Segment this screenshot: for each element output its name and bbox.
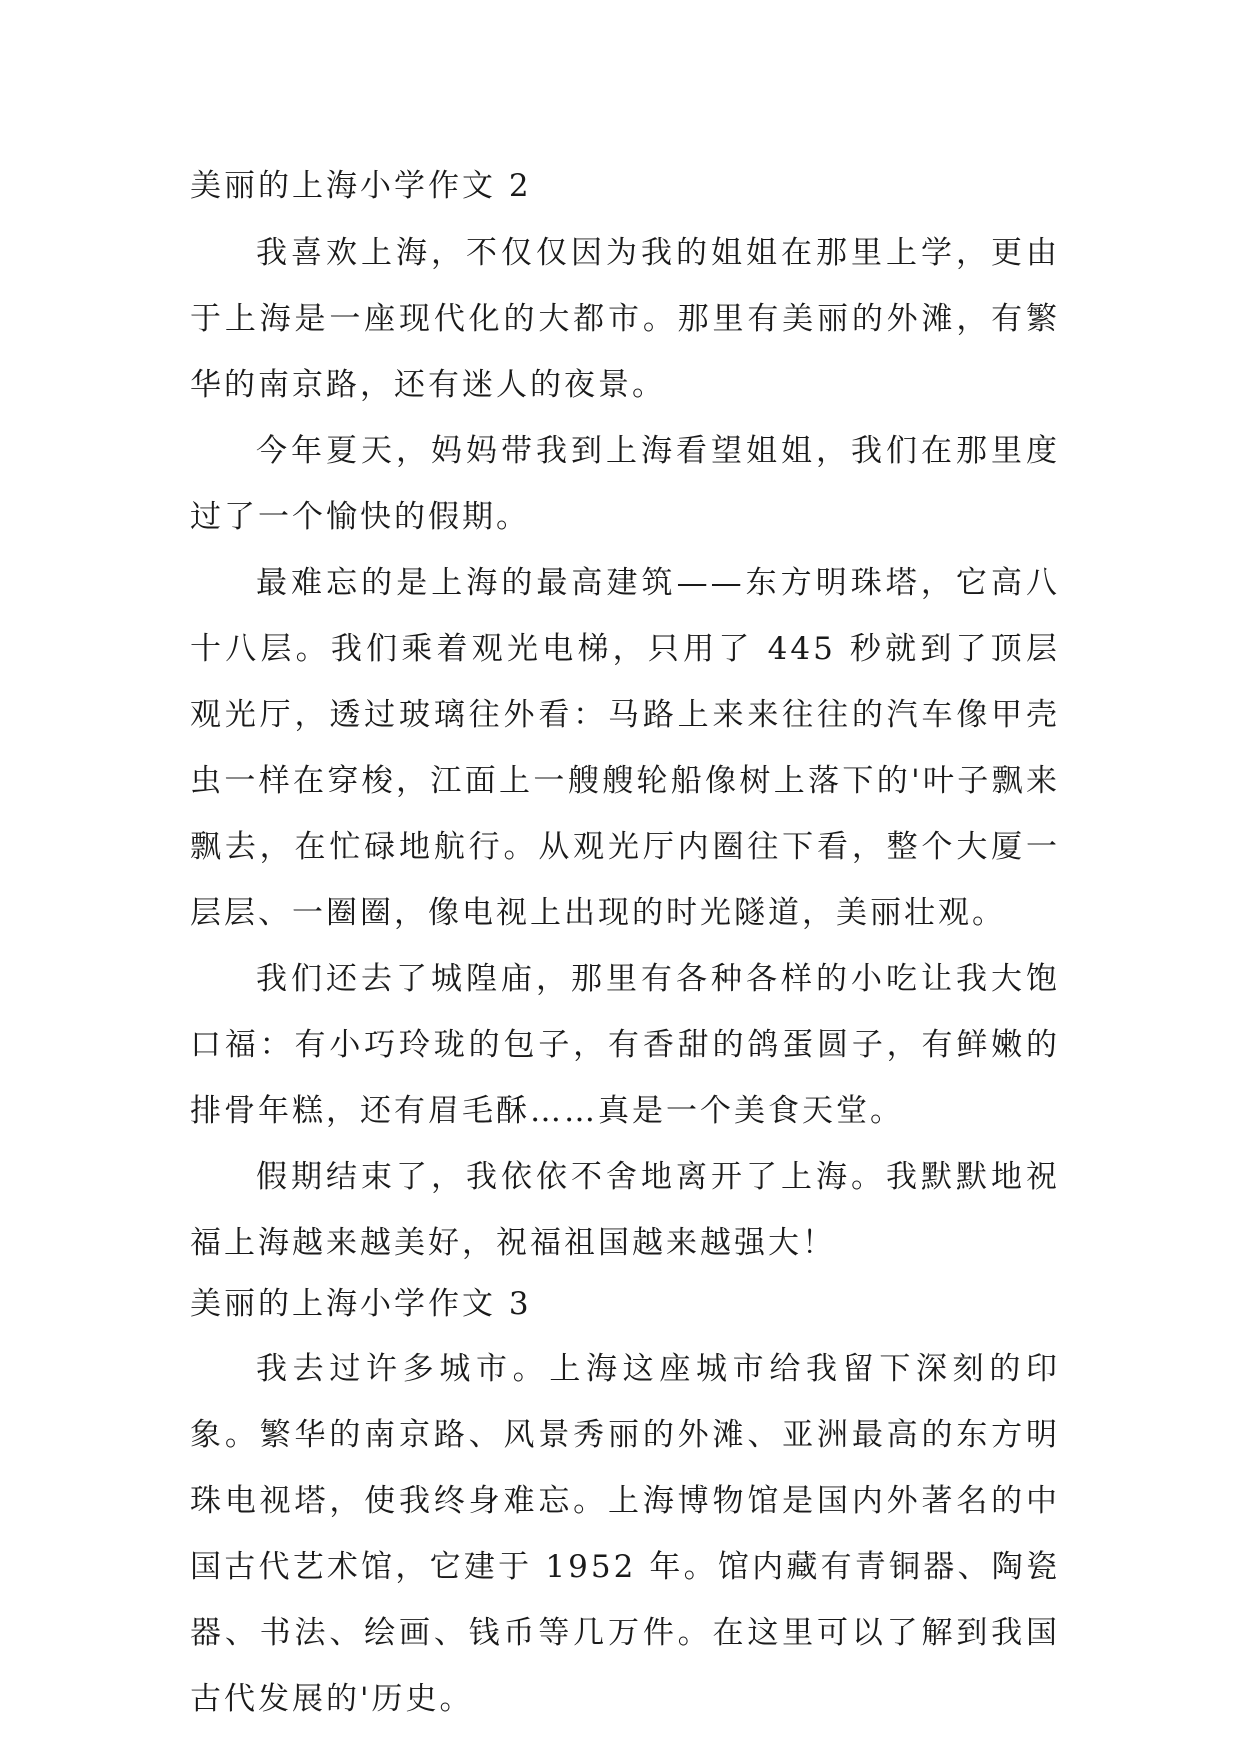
essay-section bbox=[190, 158, 1060, 1276]
essay-heading: 美丽的上海小学作文 2 bbox=[190, 168, 532, 204]
paragraph: 今年夏天，妈妈带我到上海看望姐姐，我们在那里度过了一个愉快的假期。 bbox=[190, 433, 1060, 535]
paragraph: 假期结束了，我依依不舍地离开了上海。我默默地祝福上海越来越美好，祝福祖国越来越强大！ bbox=[190, 1159, 1060, 1261]
paragraph: 我喜欢上海，不仅仅因为我的姐姐在那里上学，更由于上海是一座现代化的大都市。那里有美丽的外滩，有繁华的南京路，还有迷人的夜景。 bbox=[190, 235, 1060, 403]
essay-body bbox=[190, 1336, 1060, 1732]
essay-body bbox=[190, 220, 1060, 1276]
essay-section bbox=[190, 1276, 1060, 1732]
document-content bbox=[190, 158, 1060, 1732]
paragraph: 我去过许多城市。上海这座城市给我留下深刻的印象。繁华的南京路、风景秀丽的外滩、亚洲最高的东方明珠电视塔，使我终身难忘。上海博物馆是国内外著名的中国古代艺术馆，它建于 1952 年。馆内藏有青铜器、陶瓷器、书法、绘画、钱币等几万件。在这里可以了解到我国古代发展的'历史。 bbox=[190, 1351, 1060, 1717]
essay-heading: 美丽的上海小学作文 3 bbox=[190, 1286, 532, 1322]
paragraph: 最难忘的是上海的最高建筑——东方明珠塔，它高八十八层。我们乘着观光电梯，只用了 445 秒就到了顶层观光厅，透过玻璃往外看：马路上来来往往的汽车像甲壳虫一样在穿梭，江面上一艘艘轮船像树上落下的'叶子飘来飘去，在忙碌地航行。从观光厅内圈往下看，整个大厦一层层、一圈圈，像电视上出现的时光隧道，美丽壮观。 bbox=[190, 565, 1060, 931]
paragraph: 我们还去了城隍庙，那里有各种各样的小吃让我大饱口福：有小巧玲珑的包子，有香甜的鸽蛋圆子，有鲜嫩的排骨年糕，还有眉毛酥……真是一个美食天堂。 bbox=[190, 961, 1060, 1129]
